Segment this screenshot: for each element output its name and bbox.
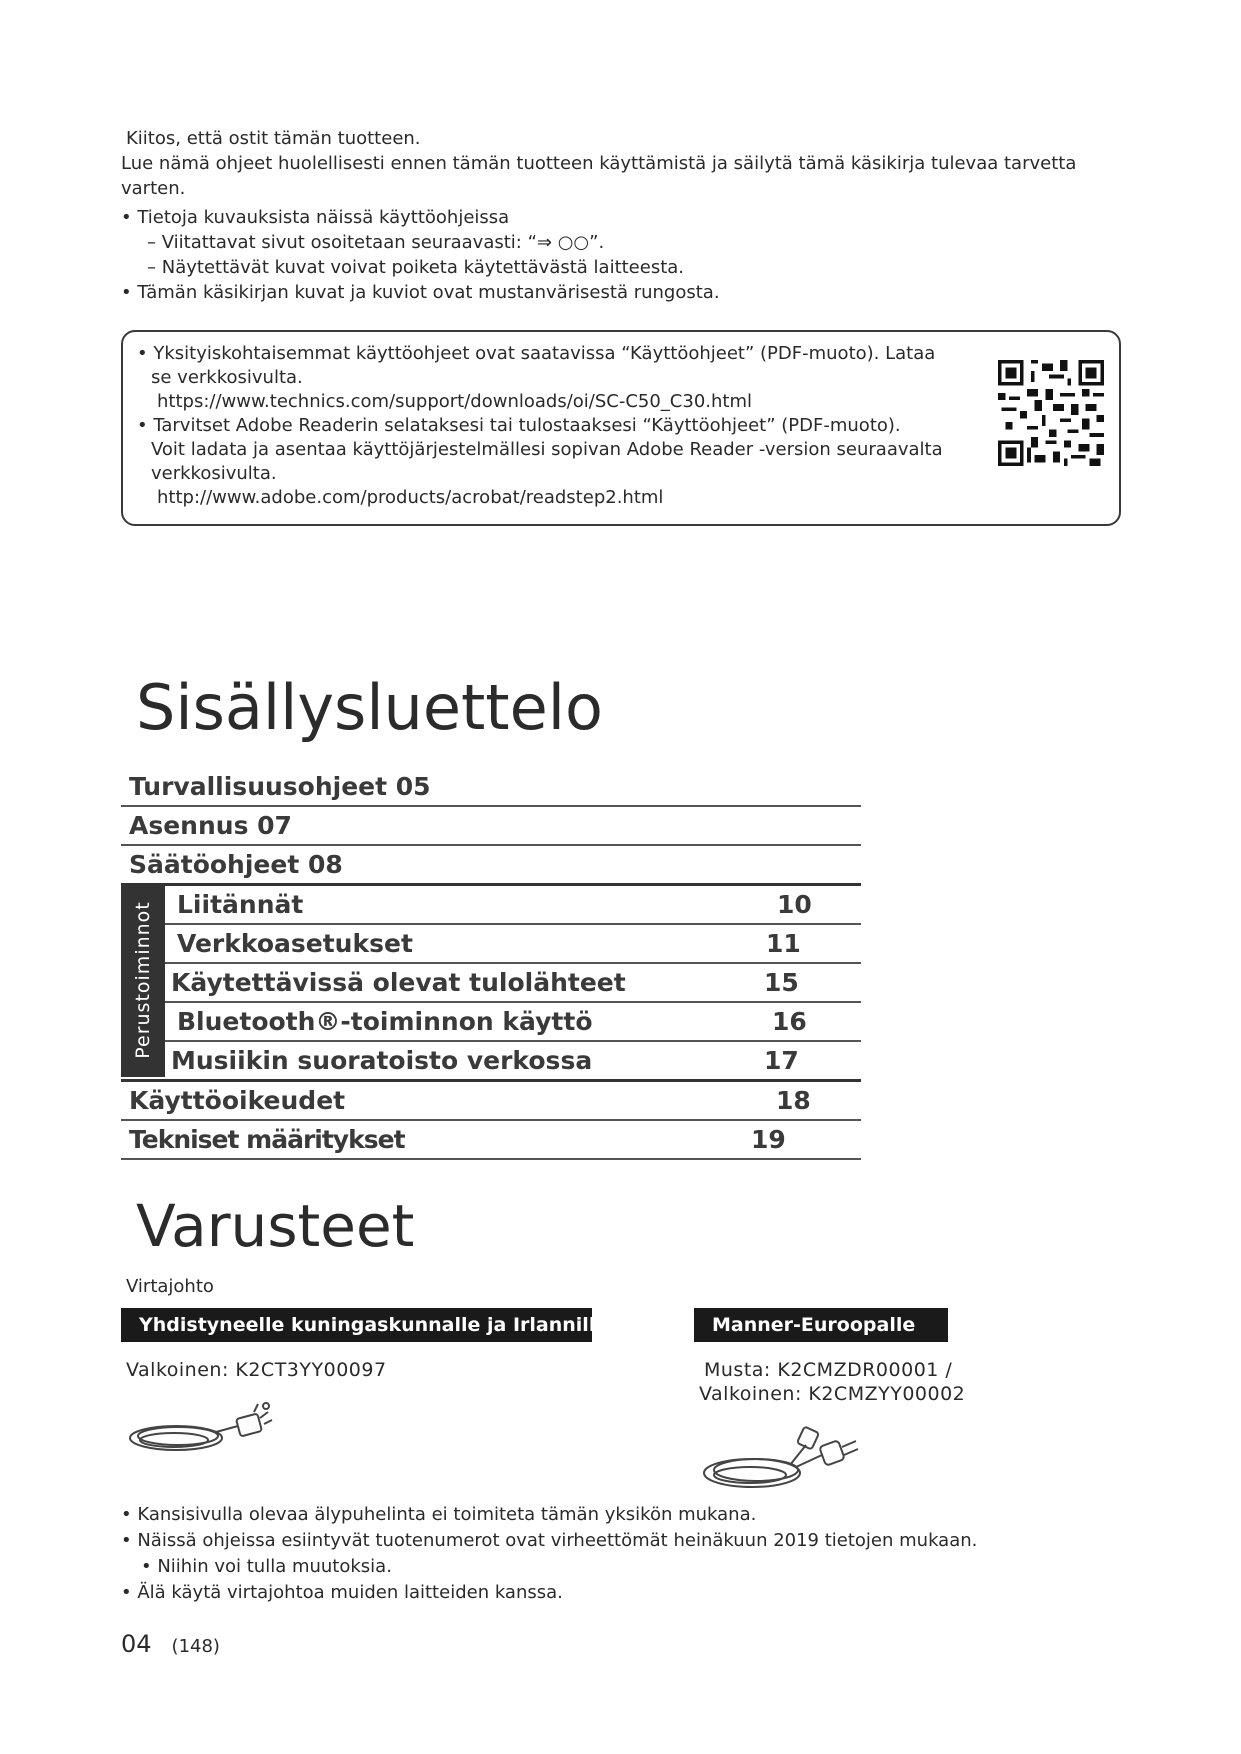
uk-region-tag: Yhdistyneelle kuningaskunnalle ja Irlannille <box>121 1308 592 1342</box>
qr-code-icon[interactable] <box>998 360 1104 466</box>
note-item: • Älä käytä virtajohtoa muiden laitteiden kanssa. <box>121 1582 563 1603</box>
notes-section <box>121 1502 1121 1606</box>
info-text-line: Tarvitset Adobe Readerin selataksesi tai tulostaaksesi “Käyttöohjeet” (PDF-muoto). <box>153 415 901 436</box>
uk-power-cord-icon <box>126 1390 291 1465</box>
toc-row[interactable] <box>121 886 861 925</box>
info-text-line: Yksityiskohtaisemmat käyttöohjeet ovat saatavissa “Käyttöohjeet” (PDF-muoto). Lataa <box>153 343 936 364</box>
toc-row[interactable] <box>121 1042 861 1082</box>
toc-entry-label: Asennus 07 <box>129 811 292 840</box>
info-text-line: verkkosivulta. <box>151 463 277 484</box>
toc-entry-label: Turvallisuusohjeet 05 <box>129 772 431 801</box>
toc-title: Sisällysluettelo <box>136 671 603 744</box>
page-total-value: (148) <box>171 1636 220 1657</box>
thanks-text: Kiitos, että ostit tämän tuotteen. <box>126 128 421 149</box>
toc-row[interactable] <box>121 846 861 886</box>
section-sidebar <box>121 883 165 1077</box>
note-text: Kansisivulla olevaa älypuhelinta ei toimiteta tämän yksikön mukana. <box>137 1504 757 1525</box>
power-cord-label: Virtajohto <box>126 1276 214 1297</box>
toc-row[interactable] <box>121 807 861 846</box>
toc-entry-page: 19 <box>751 1125 786 1154</box>
manual-url-link[interactable]: https://www.technics.com/support/downloads/oi/SC-C50_C30.html <box>157 391 752 412</box>
toc-entry-label: Musiikin suoratoisto verkossa <box>171 1046 593 1075</box>
download-info-text <box>137 342 987 510</box>
toc-row[interactable] <box>121 1003 861 1042</box>
adobe-url-link[interactable]: http://www.adobe.com/products/acrobat/readstep2.html <box>157 487 664 508</box>
accessories-title: Varusteet <box>136 1192 415 1260</box>
toc-entry-label: Käytettävissä olevat tulolähteet <box>171 968 626 997</box>
info-text-line: Voit ladata ja asentaa käyttöjärjestelmällesi sopivan Adobe Reader -version seuraavalta <box>151 439 943 460</box>
intro-section <box>121 126 1101 305</box>
eu-cord-code-white: Valkoinen: K2CMZYY00002 <box>699 1383 966 1405</box>
info-text-line: se verkkosivulta. <box>151 367 303 388</box>
toc-row[interactable] <box>121 1082 861 1121</box>
read-instructions-text-cont: varten. <box>121 178 186 199</box>
toc-entry-label: Tekniset määritykset <box>129 1125 405 1154</box>
section-sidebar-label: Perustoiminnot <box>132 901 154 1059</box>
uk-cord-code: Valkoinen: K2CT3YY00097 <box>126 1359 387 1381</box>
toc-entry-page: 17 <box>764 1046 799 1075</box>
note-text: Älä käytä virtajohtoa muiden laitteiden kanssa. <box>137 1582 563 1603</box>
page-number <box>121 1630 220 1658</box>
toc-entry-page: 15 <box>764 968 799 997</box>
note-item: • Näissä ohjeissa esiintyvät tuotenumerot ovat virheettömät heinäkuun 2019 tietojen mukaan. <box>121 1530 978 1551</box>
intro-dash-text: Näytettävät kuvat voivat poiketa käytettävästä laitteesta. <box>161 257 685 278</box>
toc-row[interactable] <box>121 1121 861 1160</box>
page-number-value: 04 <box>121 1630 152 1658</box>
info-bullet: • Tarvitset Adobe Readerin selataksesi tai tulostaaksesi “Käyttöohjeet” (PDF-muoto). <box>137 415 901 436</box>
intro-bullet-text: Tämän käsikirjan kuvat ja kuviot ovat mustanvärisestä rungosta. <box>137 282 720 303</box>
intro-dash-item: – Viitattavat sivut osoitetaan seuraavasti: “⇒ ○○”. <box>147 232 605 253</box>
eu-power-cord-icon <box>700 1415 870 1500</box>
toc-entry-label: Käyttöoikeudet <box>129 1086 346 1115</box>
toc-row[interactable] <box>121 768 861 807</box>
toc-entry-page: 18 <box>776 1086 811 1115</box>
intro-bullet: • Tietoja kuvauksista näissä käyttöohjeissa <box>121 207 510 228</box>
toc-entry-page: 10 <box>777 890 812 919</box>
info-bullet: • Yksityiskohtaisemmat käyttöohjeet ovat saatavissa “Käyttöohjeet” (PDF-muoto). Lataa <box>137 343 936 364</box>
table-of-contents <box>121 768 861 1160</box>
note-item: • Kansisivulla olevaa älypuhelinta ei toimiteta tämän yksikön mukana. <box>121 1504 757 1525</box>
intro-dash-text: Viitattavat sivut osoitetaan seuraavasti: “⇒ ○○”. <box>161 232 605 253</box>
intro-bullet: • Tämän käsikirjan kuvat ja kuviot ovat mustanvärisestä rungosta. <box>121 282 720 303</box>
download-info-box <box>121 330 1121 526</box>
toc-entry-page: 11 <box>766 929 801 958</box>
toc-row[interactable] <box>121 925 861 964</box>
intro-dash-item: – Näytettävät kuvat voivat poiketa käytettävästä laitteesta. <box>147 257 685 278</box>
toc-row[interactable] <box>121 964 861 1003</box>
toc-entry-label: Verkkoasetukset <box>177 929 413 958</box>
eu-region-tag: Manner-Euroopalle <box>694 1308 948 1342</box>
note-text: Näissä ohjeissa esiintyvät tuotenumerot ovat virheettömät heinäkuun 2019 tietojen mukaan. <box>137 1530 978 1551</box>
toc-entry-label: Bluetooth®-toiminnon käyttö <box>177 1007 593 1036</box>
note-sub-item: • Niihin voi tulla muutoksia. <box>141 1556 392 1577</box>
toc-entry-page: 16 <box>772 1007 807 1036</box>
note-text: Niihin voi tulla muutoksia. <box>157 1556 392 1577</box>
toc-entry-label: Liitännät <box>177 890 304 919</box>
toc-entry-label: Säätöohjeet 08 <box>129 850 343 879</box>
read-instructions-text: Lue nämä ohjeet huolellisesti ennen tämän tuotteen käyttämistä ja säilytä tämä käsikirja tulevaa tarvetta <box>121 153 1077 174</box>
eu-cord-code-black: Musta: K2CMZDR00001 / <box>704 1359 953 1381</box>
intro-bullet-text: Tietoja kuvauksista näissä käyttöohjeissa <box>137 207 510 228</box>
